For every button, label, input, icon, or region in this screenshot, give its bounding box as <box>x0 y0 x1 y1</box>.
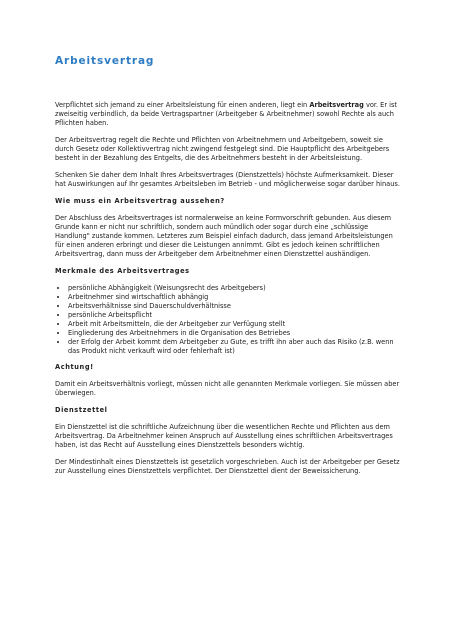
list-item: • persönliche Abhängigkeit (Weisungsrecht des Arbeitgebers) <box>68 284 400 293</box>
intro-text-a: Verpflichtet sich jemand zu einer Arbeitsleistung für einen anderen, liegt ein <box>55 101 308 109</box>
paragraph-dienstzettel-definition: Ein Dienstzettel ist die schriftliche Aufzeichnung über die wesentlichen Rechte und Pflichten aus dem Arbeitsvertrag. Da Arbeitnehmer keinen Anspruch auf Ausstellung eines schriftlichen Arbeitsvertrages haben, ist das Recht auf Ausstellung eines Dienstzettels besonders wichtig. <box>55 423 393 449</box>
page-title: Arbeitsvertrag <box>55 55 155 67</box>
list-item: • persönliche Arbeitspflicht <box>68 311 400 320</box>
intro-bold-term: Arbeitsvertrag <box>309 101 364 109</box>
list-item: • Arbeitnehmer sind wirtschaftlich abhängig <box>68 293 400 302</box>
paragraph-rights-duties: Der Arbeitsvertrag regelt die Rechte und Pflichten von Arbeitnehmern und Arbeitgebern, soweit sie durch Gesetz oder Kollektivvertrag nicht zwingend festgelegt sind. Die Hauptpflicht des Arbeitgebers besteht in der Bezahlung des Entgelts, die des Arbeitnehmers besteht in der Arbeitsleistung. <box>55 136 390 162</box>
list-item: • der Erfolg der Arbeit kommt dem Arbeitgeber zu Gute, es trifft ihn aber auch das Risiko (z.B. wenn das Produkt nicht verkauft wird oder fehlerhaft ist) <box>68 338 400 356</box>
section-heading-form: Wie muss ein Arbeitsvertrag aussehen? <box>55 197 225 205</box>
section-heading-dienstzettel: Dienstzettel <box>55 406 108 414</box>
intro-paragraph <box>55 101 400 128</box>
features-list <box>55 284 400 356</box>
intro-text-b: vor. Er ist zweiseitig verbindlich, da beide Vertragspartner (Arbeitgeber & Arbeitnehmer) sowohl Rechte als auch Pflichten haben. <box>55 101 397 127</box>
paragraph-warning: Damit ein Arbeitsverhältnis vorliegt, müssen nicht alle genannten Merkmale vorliegen. Sie müssen aber überwiegen. <box>55 380 400 397</box>
paragraph-form: Der Abschluss des Arbeitsvertrages ist normalerweise an keine Formvorschrift gebunden. Aus diesem Grunde kann er nicht nur schriftlich, sondern auch mündlich oder sogar durch eine „schlüssige Handlung" zustande kommen. Letzteres zum Beispiel einfach dadurch, dass jemand Arbeitsleistungen für einen anderen erbringt und dieser die Leistungen annimmt. Gibt es jedoch keinen schriftlichen Arbeitsvertrag, dann muss der Arbeitgeber dem Arbeitnehmer einen Dienstzettel aushändigen. <box>55 214 393 258</box>
paragraph-attention: Schenken Sie daher dem Inhalt Ihres Arbeitsvertrages (Dienstzettels) höchste Aufmerksamkeit. Dieser hat Auswirkungen auf Ihr gesamtes Arbeitsleben im Betrieb - und möglicherweise sogar darüber hinaus. <box>55 171 400 188</box>
list-item: • Eingliederung des Arbeitnehmers in die Organisation des Betriebes <box>68 329 400 338</box>
list-item: • Arbeit mit Arbeitsmitteln, die der Arbeitgeber zur Verfügung stellt <box>68 320 400 329</box>
paragraph-dienstzettel-content: Der Mindestinhalt eines Dienstzettels ist gesetzlich vorgeschrieben. Auch ist der Arbeitgeber per Gesetz zur Ausstellung eines Dienstzettels verpflichtet. Der Dienstzettel dient der Beweissicherung. <box>55 458 400 475</box>
list-item: • Arbeitsverhältnisse sind Dauerschuldverhältnisse <box>68 302 400 311</box>
section-heading-warning: Achtung! <box>55 363 94 371</box>
section-heading-features: Merkmale des Arbeitsvertrages <box>55 267 190 275</box>
